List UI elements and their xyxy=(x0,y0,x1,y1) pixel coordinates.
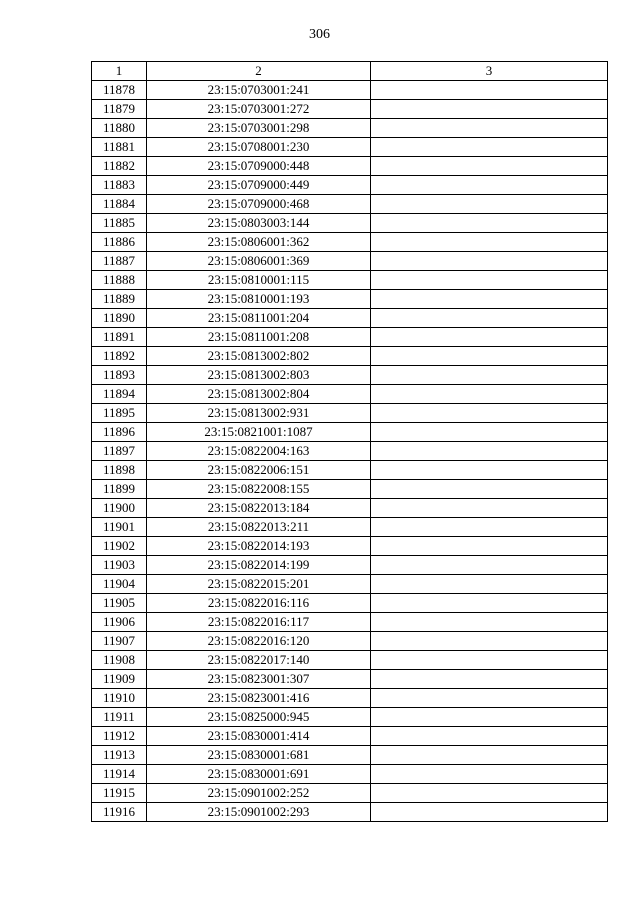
row-number-cell: 11916 xyxy=(92,803,147,822)
row-number-cell: 11903 xyxy=(92,556,147,575)
note-cell xyxy=(371,252,608,271)
row-number-cell: 11878 xyxy=(92,81,147,100)
row-number-cell: 11904 xyxy=(92,575,147,594)
note-cell xyxy=(371,594,608,613)
cadastral-number-cell: 23:15:0822017:140 xyxy=(147,651,371,670)
table-row xyxy=(92,81,608,100)
note-cell xyxy=(371,290,608,309)
note-cell xyxy=(371,423,608,442)
table-row xyxy=(92,214,608,233)
cadastral-number-cell: 23:15:0822015:201 xyxy=(147,575,371,594)
cadastral-number-cell: 23:15:0806001:369 xyxy=(147,252,371,271)
table-row xyxy=(92,651,608,670)
table-row xyxy=(92,613,608,632)
cadastral-number-cell: 23:15:0822013:184 xyxy=(147,499,371,518)
cadastral-number-cell: 23:15:0810001:193 xyxy=(147,290,371,309)
row-number-cell: 11906 xyxy=(92,613,147,632)
cadastral-number-cell: 23:15:0811001:208 xyxy=(147,328,371,347)
cadastral-number-cell: 23:15:0811001:204 xyxy=(147,309,371,328)
note-cell xyxy=(371,328,608,347)
row-number-cell: 11913 xyxy=(92,746,147,765)
row-number-cell: 11881 xyxy=(92,138,147,157)
row-number-cell: 11900 xyxy=(92,499,147,518)
row-number-cell: 11883 xyxy=(92,176,147,195)
note-cell xyxy=(371,309,608,328)
row-number-cell: 11892 xyxy=(92,347,147,366)
note-cell xyxy=(371,727,608,746)
row-number-cell: 11889 xyxy=(92,290,147,309)
table-row xyxy=(92,670,608,689)
row-number-cell: 11882 xyxy=(92,157,147,176)
row-number-cell: 11887 xyxy=(92,252,147,271)
table-row xyxy=(92,328,608,347)
cadastral-number-cell: 23:15:0822016:116 xyxy=(147,594,371,613)
table-row xyxy=(92,309,608,328)
table-row xyxy=(92,366,608,385)
note-cell xyxy=(371,689,608,708)
note-cell xyxy=(371,347,608,366)
cadastral-number-cell: 23:15:0806001:362 xyxy=(147,233,371,252)
row-number-cell: 11902 xyxy=(92,537,147,556)
table-row xyxy=(92,689,608,708)
table-row xyxy=(92,252,608,271)
column-header-3: 3 xyxy=(371,62,608,81)
row-number-cell: 11896 xyxy=(92,423,147,442)
note-cell xyxy=(371,746,608,765)
table-row xyxy=(92,271,608,290)
note-cell xyxy=(371,366,608,385)
table-row xyxy=(92,480,608,499)
note-cell xyxy=(371,803,608,822)
row-number-cell: 11908 xyxy=(92,651,147,670)
row-number-cell: 11909 xyxy=(92,670,147,689)
cadastral-number-cell: 23:15:0703001:241 xyxy=(147,81,371,100)
note-cell xyxy=(371,233,608,252)
note-cell xyxy=(371,784,608,803)
table-row xyxy=(92,727,608,746)
note-cell xyxy=(371,271,608,290)
row-number-cell: 11884 xyxy=(92,195,147,214)
table-row xyxy=(92,195,608,214)
cadastral-number-cell: 23:15:0822016:120 xyxy=(147,632,371,651)
note-cell xyxy=(371,214,608,233)
cadastral-number-cell: 23:15:0813002:802 xyxy=(147,347,371,366)
table-row xyxy=(92,442,608,461)
cadastral-number-cell: 23:15:0708001:230 xyxy=(147,138,371,157)
cadastral-number-cell: 23:15:0703001:272 xyxy=(147,100,371,119)
cadastral-number-cell: 23:15:0823001:307 xyxy=(147,670,371,689)
cadastral-number-cell: 23:15:0822014:199 xyxy=(147,556,371,575)
row-number-cell: 11891 xyxy=(92,328,147,347)
cadastral-number-cell: 23:15:0813002:804 xyxy=(147,385,371,404)
note-cell xyxy=(371,480,608,499)
cadastral-number-cell: 23:15:0709000:468 xyxy=(147,195,371,214)
cadastral-number-cell: 23:15:0830001:691 xyxy=(147,765,371,784)
header-row xyxy=(92,62,608,81)
row-number-cell: 11895 xyxy=(92,404,147,423)
table-row xyxy=(92,765,608,784)
table-row xyxy=(92,537,608,556)
cadastral-number-cell: 23:15:0901002:293 xyxy=(147,803,371,822)
row-number-cell: 11886 xyxy=(92,233,147,252)
table-row xyxy=(92,157,608,176)
note-cell xyxy=(371,119,608,138)
row-number-cell: 11914 xyxy=(92,765,147,784)
cadastral-number-cell: 23:15:0813002:931 xyxy=(147,404,371,423)
table-row xyxy=(92,138,608,157)
row-number-cell: 11899 xyxy=(92,480,147,499)
note-cell xyxy=(371,138,608,157)
note-cell xyxy=(371,651,608,670)
cadastral-number-cell: 23:15:0709000:449 xyxy=(147,176,371,195)
table-row xyxy=(92,499,608,518)
table-row xyxy=(92,746,608,765)
column-header-1: 1 xyxy=(92,62,147,81)
table-row xyxy=(92,233,608,252)
cadastral-number-cell: 23:15:0825000:945 xyxy=(147,708,371,727)
cadastral-number-cell: 23:15:0822004:163 xyxy=(147,442,371,461)
column-header-2: 2 xyxy=(147,62,371,81)
row-number-cell: 11907 xyxy=(92,632,147,651)
row-number-cell: 11910 xyxy=(92,689,147,708)
note-cell xyxy=(371,765,608,784)
table-row xyxy=(92,632,608,651)
cadastral-number-cell: 23:15:0821001:1087 xyxy=(147,423,371,442)
row-number-cell: 11879 xyxy=(92,100,147,119)
cadastral-number-cell: 23:15:0709000:448 xyxy=(147,157,371,176)
note-cell xyxy=(371,100,608,119)
note-cell xyxy=(371,518,608,537)
cadastral-number-cell: 23:15:0823001:416 xyxy=(147,689,371,708)
row-number-cell: 11915 xyxy=(92,784,147,803)
table-row xyxy=(92,594,608,613)
note-cell xyxy=(371,461,608,480)
cadastral-number-cell: 23:15:0822008:155 xyxy=(147,480,371,499)
note-cell xyxy=(371,195,608,214)
row-number-cell: 11885 xyxy=(92,214,147,233)
row-number-cell: 11912 xyxy=(92,727,147,746)
table-body xyxy=(92,81,608,822)
table-row xyxy=(92,784,608,803)
table-row xyxy=(92,556,608,575)
table-row xyxy=(92,385,608,404)
note-cell xyxy=(371,613,608,632)
table-row xyxy=(92,575,608,594)
table-header xyxy=(92,62,608,81)
row-number-cell: 11897 xyxy=(92,442,147,461)
row-number-cell: 11911 xyxy=(92,708,147,727)
cadastral-number-cell: 23:15:0822006:151 xyxy=(147,461,371,480)
note-cell xyxy=(371,556,608,575)
cadastral-number-cell: 23:15:0822016:117 xyxy=(147,613,371,632)
note-cell xyxy=(371,708,608,727)
table-row xyxy=(92,290,608,309)
note-cell xyxy=(371,632,608,651)
cadastral-number-cell: 23:15:0803003:144 xyxy=(147,214,371,233)
cadastral-number-cell: 23:15:0830001:681 xyxy=(147,746,371,765)
row-number-cell: 11893 xyxy=(92,366,147,385)
table-row xyxy=(92,404,608,423)
table-row xyxy=(92,176,608,195)
row-number-cell: 11880 xyxy=(92,119,147,138)
cadastral-number-cell: 23:15:0810001:115 xyxy=(147,271,371,290)
note-cell xyxy=(371,385,608,404)
cadastral-number-cell: 23:15:0813002:803 xyxy=(147,366,371,385)
table-row xyxy=(92,461,608,480)
table-row xyxy=(92,708,608,727)
row-number-cell: 11901 xyxy=(92,518,147,537)
note-cell xyxy=(371,404,608,423)
note-cell xyxy=(371,575,608,594)
note-cell xyxy=(371,157,608,176)
note-cell xyxy=(371,442,608,461)
row-number-cell: 11888 xyxy=(92,271,147,290)
table-row xyxy=(92,119,608,138)
note-cell xyxy=(371,537,608,556)
cadastral-number-cell: 23:15:0901002:252 xyxy=(147,784,371,803)
cadastral-number-cell: 23:15:0822014:193 xyxy=(147,537,371,556)
registry-table xyxy=(91,61,608,822)
row-number-cell: 11890 xyxy=(92,309,147,328)
cadastral-number-cell: 23:15:0830001:414 xyxy=(147,727,371,746)
cadastral-number-cell: 23:15:0822013:211 xyxy=(147,518,371,537)
note-cell xyxy=(371,499,608,518)
page-number: 306 xyxy=(309,27,330,42)
row-number-cell: 11898 xyxy=(92,461,147,480)
note-cell xyxy=(371,670,608,689)
row-number-cell: 11894 xyxy=(92,385,147,404)
table-row xyxy=(92,347,608,366)
cadastral-number-cell: 23:15:0703001:298 xyxy=(147,119,371,138)
table-row xyxy=(92,423,608,442)
table-row xyxy=(92,518,608,537)
table-row xyxy=(92,100,608,119)
note-cell xyxy=(371,81,608,100)
note-cell xyxy=(371,176,608,195)
table-row xyxy=(92,803,608,822)
row-number-cell: 11905 xyxy=(92,594,147,613)
